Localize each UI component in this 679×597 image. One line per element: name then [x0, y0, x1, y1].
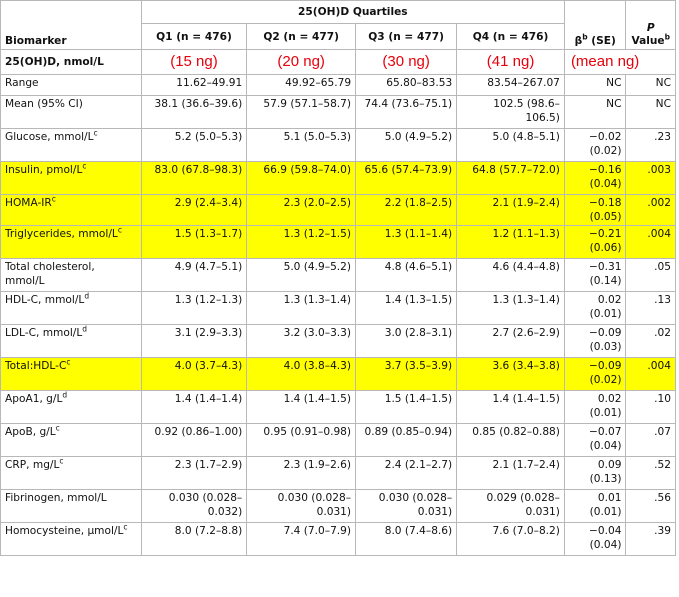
cell-q3: 65.80–83.53	[356, 75, 457, 96]
row-label	[1, 195, 142, 226]
table-row	[1, 457, 676, 490]
cell-q2: 0.95 (0.91–0.98)	[247, 424, 356, 457]
row-label	[1, 490, 142, 523]
table-row	[1, 75, 676, 96]
cell-q1: 4.0 (3.7–4.3)	[141, 358, 247, 391]
row-label-footnote: c	[66, 357, 71, 367]
cell-beta: −0.07 (0.04)	[564, 424, 626, 457]
cell-q1: 1.4 (1.4–1.4)	[141, 391, 247, 424]
row-label	[1, 391, 142, 424]
cell-q4: 2.1 (1.9–2.4)	[457, 195, 565, 226]
cell-beta: −0.09 (0.02)	[564, 358, 626, 391]
cell-q1: 5.2 (5.0–5.3)	[141, 129, 247, 162]
beta-header	[564, 1, 626, 50]
cell-p: .02	[626, 325, 676, 358]
cell-q2: 0.030 (0.028–0.031)	[247, 490, 356, 523]
q1-header: Q1 (n = 476)	[141, 24, 247, 50]
row-label	[1, 457, 142, 490]
cell-p: .10	[626, 391, 676, 424]
table-row	[1, 424, 676, 457]
row-label-footnote: c	[117, 225, 122, 235]
cell-p: .05	[626, 259, 676, 292]
table-row	[1, 129, 676, 162]
cell-p: .52	[626, 457, 676, 490]
ng-mean: (mean ng)	[564, 50, 675, 75]
row-label-text: ApoA1, g/L	[5, 393, 63, 405]
cell-q3: 1.3 (1.1–1.4)	[356, 226, 457, 259]
cell-q3: 65.6 (57.4–73.9)	[356, 162, 457, 195]
cell-q2: 49.92–65.79	[247, 75, 356, 96]
biomarker-header: Biomarker	[1, 1, 142, 50]
row-label-footnote: c	[51, 194, 56, 204]
p-letter: P	[646, 22, 655, 34]
cell-q4: 2.1 (1.7–2.4)	[457, 457, 565, 490]
cell-q2: 2.3 (1.9–2.6)	[247, 457, 356, 490]
ng-row-label: 25(OH)D, nmol/L	[1, 50, 142, 75]
row-label-footnote: d	[62, 390, 68, 400]
row-label-text: HOMA-IR	[5, 197, 52, 209]
row-label-footnote: c	[59, 456, 64, 466]
row-label	[1, 129, 142, 162]
row-label	[1, 162, 142, 195]
cell-q4: 0.85 (0.82–0.88)	[457, 424, 565, 457]
table-row	[1, 358, 676, 391]
cell-p: .56	[626, 490, 676, 523]
row-label-footnote: c	[55, 423, 60, 433]
cell-beta: −0.18 (0.05)	[564, 195, 626, 226]
cell-q4: 2.7 (2.6–2.9)	[457, 325, 565, 358]
cell-q2: 5.0 (4.9–5.2)	[247, 259, 356, 292]
p-value-word: Value	[631, 35, 665, 47]
ng-q1: (15 ng)	[141, 50, 247, 75]
row-label	[1, 523, 142, 556]
cell-q3: 1.5 (1.4–1.5)	[356, 391, 457, 424]
q4-header: Q4 (n = 476)	[457, 24, 565, 50]
cell-q4: 5.0 (4.8–5.1)	[457, 129, 565, 162]
cell-q4: 7.6 (7.0–8.2)	[457, 523, 565, 556]
ng-q3: (30 ng)	[356, 50, 457, 75]
cell-p: .39	[626, 523, 676, 556]
row-label	[1, 424, 142, 457]
row-label-footnote: c	[123, 522, 128, 532]
cell-q2: 3.2 (3.0–3.3)	[247, 325, 356, 358]
cell-p: .002	[626, 195, 676, 226]
ng-q2: (20 ng)	[247, 50, 356, 75]
beta-sup: b	[582, 32, 588, 42]
p-sup: b	[664, 32, 670, 42]
cell-q3: 2.4 (2.1–2.7)	[356, 457, 457, 490]
row-label-text: Range	[5, 77, 39, 89]
table-row	[1, 226, 676, 259]
cell-q1: 8.0 (7.2–8.8)	[141, 523, 247, 556]
cell-q2: 57.9 (57.1–58.7)	[247, 96, 356, 129]
table-row	[1, 490, 676, 523]
cell-q2: 1.3 (1.3–1.4)	[247, 292, 356, 325]
row-label-text: ApoB, g/L	[5, 426, 56, 438]
cell-q2: 66.9 (59.8–74.0)	[247, 162, 356, 195]
row-label	[1, 259, 142, 292]
row-label-text: Mean (95% CI)	[5, 98, 83, 110]
cell-p: .13	[626, 292, 676, 325]
row-label	[1, 292, 142, 325]
cell-q3: 2.2 (1.8–2.5)	[356, 195, 457, 226]
cell-q4: 102.5 (98.6–106.5)	[457, 96, 565, 129]
cell-q4: 1.3 (1.3–1.4)	[457, 292, 565, 325]
cell-q3: 3.7 (3.5–3.9)	[356, 358, 457, 391]
cell-q4: 1.4 (1.4–1.5)	[457, 391, 565, 424]
cell-q3: 74.4 (73.6–75.1)	[356, 96, 457, 129]
table-row	[1, 391, 676, 424]
cell-p: .004	[626, 358, 676, 391]
cell-q4: 3.6 (3.4–3.8)	[457, 358, 565, 391]
cell-p: .004	[626, 226, 676, 259]
cell-q1: 38.1 (36.6–39.6)	[141, 96, 247, 129]
cell-q2: 2.3 (2.0–2.5)	[247, 195, 356, 226]
row-label-footnote: c	[93, 128, 98, 138]
cell-p: .003	[626, 162, 676, 195]
cell-q1: 0.030 (0.028–0.032)	[141, 490, 247, 523]
cell-q3: 3.0 (2.8–3.1)	[356, 325, 457, 358]
cell-beta: 0.02 (0.01)	[564, 292, 626, 325]
cell-beta: −0.16 (0.04)	[564, 162, 626, 195]
cell-q3: 8.0 (7.4–8.6)	[356, 523, 457, 556]
cell-q1: 3.1 (2.9–3.3)	[141, 325, 247, 358]
table-row	[1, 96, 676, 129]
row-label	[1, 96, 142, 129]
row-label-text: Total cholesterol, mmol/L	[5, 261, 95, 287]
ng-q4: (41 ng)	[457, 50, 565, 75]
cell-beta: 0.09 (0.13)	[564, 457, 626, 490]
ng-row	[1, 50, 676, 75]
cell-q1: 0.92 (0.86–1.00)	[141, 424, 247, 457]
cell-q1: 83.0 (67.8–98.3)	[141, 162, 247, 195]
cell-q4: 4.6 (4.4–4.8)	[457, 259, 565, 292]
row-label-text: Insulin, pmol/L	[5, 164, 83, 176]
row-label-footnote: c	[82, 161, 87, 171]
cell-beta: −0.04 (0.04)	[564, 523, 626, 556]
quartiles-header: 25(OH)D Quartiles	[141, 1, 564, 24]
cell-q3: 0.030 (0.028–0.031)	[356, 490, 457, 523]
cell-q4: 83.54–267.07	[457, 75, 565, 96]
row-label	[1, 75, 142, 96]
cell-beta: −0.09 (0.03)	[564, 325, 626, 358]
cell-q4: 64.8 (57.7–72.0)	[457, 162, 565, 195]
table-row	[1, 325, 676, 358]
cell-beta: −0.02 (0.02)	[564, 129, 626, 162]
beta-symbol: β	[574, 35, 583, 47]
row-label	[1, 325, 142, 358]
row-label-text: CRP, mg/L	[5, 459, 60, 471]
cell-beta: 0.01 (0.01)	[564, 490, 626, 523]
header-row-top	[1, 1, 676, 24]
cell-beta: NC	[564, 75, 626, 96]
cell-q1: 11.62–49.91	[141, 75, 247, 96]
row-label-text: Fibrinogen, mmol/L	[5, 492, 107, 504]
cell-q2: 5.1 (5.0–5.3)	[247, 129, 356, 162]
cell-q2: 1.4 (1.4–1.5)	[247, 391, 356, 424]
cell-q2: 4.0 (3.8–4.3)	[247, 358, 356, 391]
table-row	[1, 162, 676, 195]
cell-q3: 4.8 (4.6–5.1)	[356, 259, 457, 292]
q2-header: Q2 (n = 477)	[247, 24, 356, 50]
row-label-footnote: d	[84, 291, 90, 301]
row-label	[1, 358, 142, 391]
pvalue-header	[626, 1, 676, 50]
row-label-text: Triglycerides, mmol/L	[5, 228, 118, 240]
row-label-text: Total:HDL-C	[5, 360, 67, 372]
cell-q3: 0.89 (0.85–0.94)	[356, 424, 457, 457]
cell-beta: −0.21 (0.06)	[564, 226, 626, 259]
cell-q2: 7.4 (7.0–7.9)	[247, 523, 356, 556]
row-label-text: LDL-C, mmol/L	[5, 327, 83, 339]
cell-p: NC	[626, 75, 676, 96]
cell-q1: 1.5 (1.3–1.7)	[141, 226, 247, 259]
cell-q3: 1.4 (1.3–1.5)	[356, 292, 457, 325]
table-row	[1, 523, 676, 556]
cell-p: .23	[626, 129, 676, 162]
cell-q4: 1.2 (1.1–1.3)	[457, 226, 565, 259]
row-label-footnote: d	[82, 324, 88, 334]
cell-q1: 1.3 (1.2–1.3)	[141, 292, 247, 325]
cell-beta: 0.02 (0.01)	[564, 391, 626, 424]
row-label-text: Glucose, mmol/L	[5, 131, 94, 143]
beta-rest: (SE)	[587, 35, 616, 47]
table-row	[1, 292, 676, 325]
cell-p: NC	[626, 96, 676, 129]
cell-beta: −0.31 (0.14)	[564, 259, 626, 292]
table-row	[1, 195, 676, 226]
cell-p: .07	[626, 424, 676, 457]
cell-q1: 4.9 (4.7–5.1)	[141, 259, 247, 292]
cell-q3: 5.0 (4.9–5.2)	[356, 129, 457, 162]
cell-q1: 2.9 (2.4–3.4)	[141, 195, 247, 226]
row-label-text: Homocysteine, µmol/L	[5, 525, 124, 537]
cell-q2: 1.3 (1.2–1.5)	[247, 226, 356, 259]
row-label	[1, 226, 142, 259]
row-label-text: HDL-C, mmol/L	[5, 294, 85, 306]
table-row	[1, 259, 676, 292]
cell-beta: NC	[564, 96, 626, 129]
q3-header: Q3 (n = 477)	[356, 24, 457, 50]
cell-q1: 2.3 (1.7–2.9)	[141, 457, 247, 490]
cell-q4: 0.029 (0.028–0.031)	[457, 490, 565, 523]
